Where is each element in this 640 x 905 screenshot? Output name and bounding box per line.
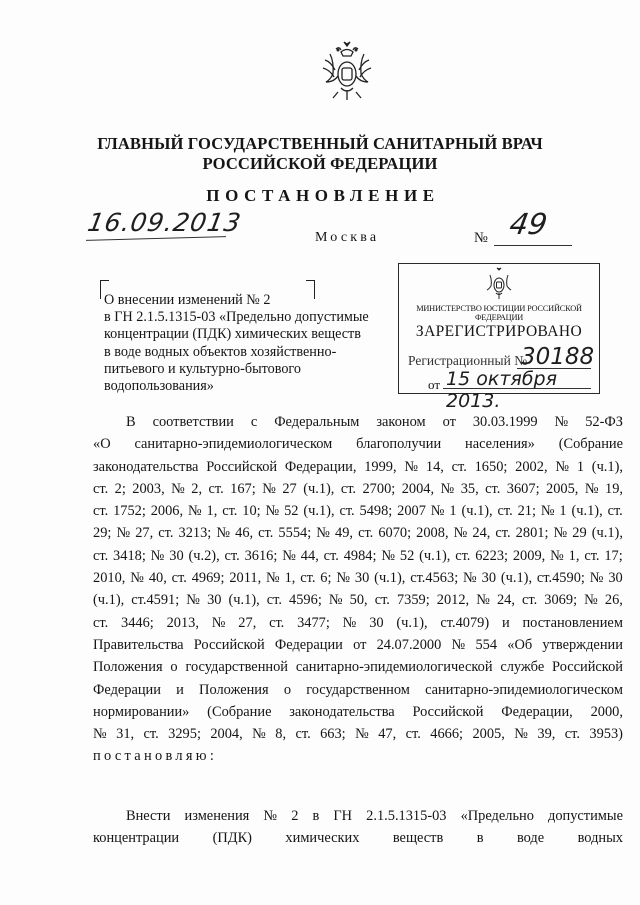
word: химических <box>285 830 360 847</box>
word: № <box>554 414 569 430</box>
word: 44, <box>300 547 319 564</box>
word: № <box>252 726 266 743</box>
word: законом <box>376 414 426 430</box>
word: Федерации <box>274 636 343 653</box>
word: 52-ФЗ <box>585 414 623 430</box>
text-line <box>93 589 623 611</box>
decree-word: постановляю: <box>93 748 218 765</box>
word: ст.4563; <box>410 570 459 587</box>
word: 10; <box>242 503 261 520</box>
word: Положения <box>93 659 163 676</box>
word: о <box>283 681 292 698</box>
word: Федерации, <box>501 703 573 720</box>
word: ст. <box>208 480 224 497</box>
text-line <box>93 805 623 827</box>
text-line <box>93 456 623 478</box>
word: 3616; <box>244 547 278 564</box>
word: 8, <box>275 726 287 743</box>
word: 4596; <box>289 592 322 609</box>
word: ст. <box>497 503 513 520</box>
word: ст. <box>93 614 109 631</box>
word: № <box>553 525 568 542</box>
number-underline <box>494 245 572 246</box>
word: 1752; <box>113 503 146 520</box>
word: 6; <box>320 570 332 587</box>
text-line <box>93 723 623 745</box>
word: (ч.1), <box>591 458 623 475</box>
preamble-paragraph <box>93 411 623 768</box>
word: № <box>216 525 231 542</box>
word: 2012, <box>436 592 470 609</box>
subject-line: водопользования» <box>104 378 214 395</box>
word: 24, <box>472 525 491 542</box>
word: в <box>312 808 320 824</box>
word: 30 <box>481 570 497 587</box>
word: № <box>211 614 226 631</box>
word: 2 <box>291 808 299 824</box>
word: утверждении <box>542 636 623 653</box>
word: № <box>555 458 570 475</box>
stamp-regno-handwritten: 30188 <box>521 344 595 370</box>
word: (ч.1), <box>303 480 335 497</box>
word: благополучии <box>356 436 442 453</box>
word: постановлением <box>522 614 623 631</box>
word: ст. <box>93 503 109 520</box>
word: санитарно-эпидемиологическом <box>134 436 333 453</box>
word: № <box>116 525 131 542</box>
issuer-title-line1: ГЛАВНЫЙ ГОСУДАРСТВЕННЫЙ САНИТАРНЫЙ ВРАЧ <box>97 134 543 153</box>
word: «О <box>93 436 111 453</box>
city-label: Москва <box>315 230 380 245</box>
word: № <box>476 592 490 609</box>
word: 4984; <box>343 547 377 564</box>
word: (ч.1), <box>419 547 451 564</box>
word: № <box>550 547 564 564</box>
word: № <box>266 570 280 587</box>
word: № <box>282 547 296 564</box>
word: 52 <box>399 547 415 564</box>
word: 5498; <box>359 503 393 520</box>
word: веществ <box>392 830 444 847</box>
word: Российской <box>552 659 623 676</box>
word: 30 <box>354 570 370 587</box>
word: 26, <box>604 592 623 609</box>
word: соответствии <box>152 414 234 430</box>
subject-line: в воде водных объектов хозяйственно- <box>104 343 337 360</box>
word: 1, <box>568 547 580 564</box>
word: 30.03.1999 <box>472 414 538 430</box>
word: 4969; <box>191 570 225 587</box>
word: В <box>126 414 136 430</box>
document-type-title: ПОСТАНОВЛЕНИЕ <box>206 186 440 205</box>
word: в <box>476 830 484 847</box>
word: 7359; <box>396 592 430 609</box>
word: 49, <box>335 525 354 542</box>
text-line <box>93 411 623 433</box>
word: № <box>584 480 599 497</box>
word: № <box>336 570 351 587</box>
word: № <box>440 480 455 497</box>
word: нормировании» <box>93 703 190 720</box>
text-line <box>93 656 623 678</box>
word: 2008, <box>416 525 449 542</box>
word: ст. <box>222 503 238 520</box>
word: и <box>176 681 184 698</box>
word: № <box>150 547 165 564</box>
stamp-regno-label: Регистрационный № <box>408 353 528 368</box>
word: с <box>250 414 258 430</box>
word: 30 <box>207 592 222 609</box>
word: 2004, <box>210 726 243 743</box>
word: ст. <box>358 525 374 542</box>
word: 30 <box>608 570 623 587</box>
operative-paragraph <box>93 805 623 850</box>
word: населения» <box>465 436 535 453</box>
word: водных <box>577 830 623 847</box>
word: Российской <box>193 636 265 653</box>
word: Правительства <box>93 636 184 653</box>
word: воде <box>516 830 545 847</box>
word: о <box>170 659 178 676</box>
word: 6223; <box>475 547 509 564</box>
word: (ч.1), <box>500 570 533 587</box>
text-line <box>93 522 623 544</box>
word: 29; <box>93 525 112 542</box>
word: 167; <box>230 480 256 497</box>
coat-of-arms-icon <box>321 40 373 104</box>
word: 24, <box>496 592 515 609</box>
word: (ч.1), <box>591 525 623 542</box>
word: 50, <box>349 592 368 609</box>
text-line <box>93 567 623 589</box>
word: допустимые <box>548 808 623 824</box>
word: 17; <box>604 547 623 564</box>
word: и <box>501 614 510 631</box>
word: 2011, <box>229 570 262 587</box>
subject-line: в ГН 2.1.5.1315-03 «Предельно допустимые <box>104 309 369 326</box>
stamp-ministry-name: МИНИСТЕРСТВО ЮСТИЦИИ РОССИЙСКОЙ ФЕДЕРАЦИИ <box>416 304 582 322</box>
word: 2; <box>114 480 126 497</box>
word: службе <box>500 659 545 676</box>
text-line <box>93 827 623 849</box>
word: № <box>355 726 369 743</box>
word: 1, <box>206 503 218 520</box>
word: ст.4079) <box>440 614 490 631</box>
word: ст. <box>171 570 187 587</box>
word: № <box>262 480 276 497</box>
word: 27, <box>238 614 257 631</box>
word: № <box>130 570 144 587</box>
word: 3477; <box>297 614 330 631</box>
word: № <box>342 614 357 631</box>
word: № <box>263 808 278 824</box>
subject-line: О внесении изменений № 2 <box>104 292 271 308</box>
word: законодательства <box>93 458 199 475</box>
word: изменения <box>184 808 250 824</box>
text-line <box>93 478 623 500</box>
word: Российской <box>206 458 278 475</box>
word: 2009, <box>512 547 546 564</box>
word: 2010, <box>93 570 126 587</box>
word: (ч.1), <box>93 592 125 609</box>
word: от <box>353 636 367 653</box>
text-line <box>93 433 623 455</box>
word: (ч.1), <box>571 503 603 520</box>
word: 35, <box>460 480 479 497</box>
word: ст.4591; <box>131 592 180 609</box>
word: 46, <box>235 525 254 542</box>
stamp-date-handwritten: 15 октября 2013. <box>446 368 558 412</box>
word: (ч.1), <box>228 592 260 609</box>
word: № <box>540 503 555 520</box>
text-line <box>93 634 623 656</box>
word: 2801; <box>515 525 549 542</box>
word: № <box>453 525 468 542</box>
word: 30 <box>369 614 384 631</box>
word: 663; <box>320 726 346 743</box>
word: Положения <box>199 681 269 698</box>
word: концентрации <box>93 830 180 847</box>
word: № <box>430 503 445 520</box>
word: 31, <box>116 726 135 743</box>
word: 2.1.5.1315-03 <box>366 808 447 824</box>
word: 40, <box>148 570 167 587</box>
word: 5554; <box>278 525 312 542</box>
number-label: № <box>474 230 488 246</box>
word: (ч.2), <box>188 547 220 564</box>
word: (Собрание <box>207 703 272 720</box>
word: 2007 <box>397 503 426 520</box>
word: № <box>265 503 280 520</box>
word: ст. <box>224 547 240 564</box>
word: Внести <box>126 808 171 824</box>
word: 39, <box>537 726 556 743</box>
word: № <box>451 636 466 653</box>
word: № <box>463 570 477 587</box>
word: ст. <box>451 458 467 475</box>
word: № <box>171 480 185 497</box>
word: № <box>186 592 201 609</box>
word: ст. <box>495 525 511 542</box>
word: Федерации, <box>284 458 357 475</box>
word: 14, <box>425 458 444 475</box>
subject-line: питьевого и культурно-бытового <box>104 360 301 377</box>
word: 554 <box>475 636 498 653</box>
text-line <box>93 545 623 567</box>
word: ст. <box>584 547 600 564</box>
word: № <box>316 525 330 542</box>
word: № <box>381 547 396 564</box>
word: ст. <box>300 570 316 587</box>
word: «Об <box>507 636 533 653</box>
word: (ПДК) <box>212 830 252 847</box>
word: 1 <box>559 503 567 520</box>
word: 27 <box>282 480 297 497</box>
word: ст. <box>143 726 159 743</box>
word: 2013, <box>166 614 199 631</box>
word: ст. <box>564 726 580 743</box>
word: 2004, <box>401 480 435 497</box>
word: ст. <box>340 480 357 497</box>
word: 1650; <box>474 458 508 475</box>
word: ст. <box>93 547 109 564</box>
word: «Предельно <box>460 808 534 824</box>
word: 3953) <box>589 726 623 743</box>
word: ст. <box>158 525 174 542</box>
word: № <box>589 570 604 587</box>
word: № <box>514 726 528 743</box>
word: 1999, <box>364 458 397 475</box>
word: № <box>328 592 343 609</box>
stamp-registered-label: ЗАРЕГИСТРИРОВАНО <box>415 323 583 340</box>
text-line <box>93 701 623 723</box>
word: № <box>187 503 202 520</box>
stamp-coat-of-arms-icon <box>485 267 513 301</box>
word: 30 <box>169 547 184 564</box>
word: ст. <box>323 547 339 564</box>
word: законодательства <box>289 703 395 720</box>
word: 2003, <box>132 480 165 497</box>
word: № <box>93 726 107 743</box>
word: государственном <box>306 681 410 698</box>
word: 4666; <box>430 726 464 743</box>
word: № <box>404 458 419 475</box>
word: Российской <box>412 703 484 720</box>
word: 2005, <box>472 726 505 743</box>
word: ст. <box>522 592 538 609</box>
word: 1 <box>576 458 585 475</box>
word: ст. <box>339 503 355 520</box>
word: 6070; <box>378 525 412 542</box>
word: 27, <box>135 525 154 542</box>
word: (ч.1), <box>461 503 493 520</box>
word: Федеральным <box>274 414 360 430</box>
registration-stamp <box>398 263 600 412</box>
text-line <box>93 612 623 634</box>
word: (ч.1), <box>303 503 335 520</box>
word: 29 <box>572 525 587 542</box>
text-line <box>93 679 623 701</box>
word: ст.4590; <box>536 570 585 587</box>
word: ст. <box>93 480 109 497</box>
issuer-title-line2: РОССИЙСКОЙ ФЕДЕРАЦИИ <box>202 154 438 173</box>
word: 24.07.2000 <box>376 636 442 653</box>
subject-block <box>104 292 369 395</box>
stamp-date-label: от <box>428 377 441 392</box>
word: (ч.1), <box>396 614 428 631</box>
word: государственной <box>185 659 288 676</box>
word: 3418; <box>113 547 146 564</box>
word: ст. <box>374 592 390 609</box>
word: 1, <box>284 570 296 587</box>
word: 52 <box>284 503 299 520</box>
word: ст. <box>295 726 311 743</box>
word: 3295; <box>168 726 201 743</box>
word: Федерации <box>93 681 161 698</box>
word: ст. <box>258 525 274 542</box>
word: ст. <box>485 480 501 497</box>
word: № <box>584 592 598 609</box>
word: 3069; <box>544 592 578 609</box>
word: 2, <box>191 480 203 497</box>
word: ГН <box>333 808 353 824</box>
word: 2700; <box>362 480 396 497</box>
word: от <box>442 414 456 430</box>
word: 21; <box>517 503 536 520</box>
text-line <box>93 500 623 522</box>
word: 47, <box>378 726 397 743</box>
word: 2005, <box>546 480 579 497</box>
word: санитарно-эпидемиологической <box>295 659 493 676</box>
word: 19, <box>605 480 623 497</box>
handwritten-date: 16.09.2013 <box>85 208 244 237</box>
word: 2002, <box>515 458 548 475</box>
word: 2006, <box>150 503 184 520</box>
word: 3607; <box>506 480 540 497</box>
word: 3213; <box>178 525 212 542</box>
word: (Собрание <box>558 436 623 453</box>
word: санитарно-эпидемиологическом <box>425 681 623 698</box>
word: 2000, <box>590 703 623 720</box>
stamp-date-underline <box>443 388 591 389</box>
handwritten-document-number: 49 <box>507 207 550 241</box>
word: ст. <box>266 592 282 609</box>
subject-line: концентрации (ПДК) химических веществ <box>104 326 361 343</box>
word: (ч.1), <box>374 570 406 587</box>
word: ст. <box>405 726 421 743</box>
word: 1 <box>449 503 457 520</box>
word: ст. <box>607 503 623 520</box>
word: ст. <box>269 614 285 631</box>
word: ст. <box>455 547 471 564</box>
word: 3446; <box>121 614 154 631</box>
